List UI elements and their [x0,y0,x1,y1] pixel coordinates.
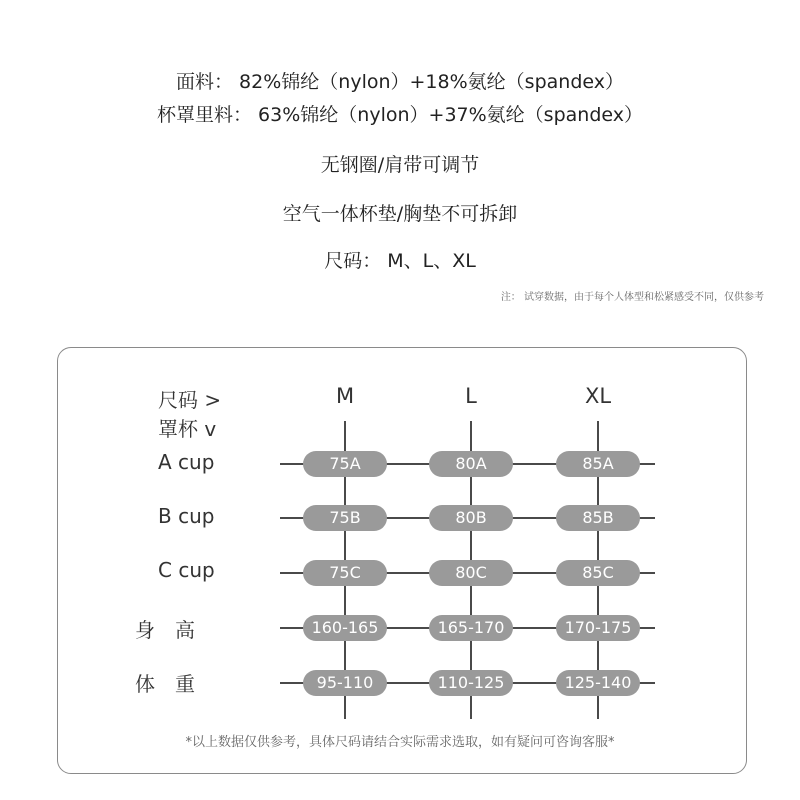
spec-fabric: 面料： 82%锦纶（nylon）+18%氨纶（spandex） [176,71,624,93]
row-label-c-cup: C cup [158,558,215,582]
corner-cup-header: 罩杯 v [158,417,217,441]
size-pill-a-l: 80A [429,451,513,477]
row-label-b-cup: B cup [158,504,215,528]
size-pill-a-xl: 85A [556,451,640,477]
size-pill-a-m: 75A [303,451,387,477]
weight-pill-l: 110-125 [429,670,513,696]
size-pill-c-l: 80C [429,560,513,586]
size-pill-c-xl: 85C [556,560,640,586]
size-pill-c-m: 75C [303,560,387,586]
size-pill-b-m: 75B [303,505,387,531]
spec-sizes: 尺码： M、L、XL [324,250,476,272]
size-pill-b-l: 80B [429,505,513,531]
spec-wire: 无钢圈/肩带可调节 [320,154,480,176]
weight-pill-m: 95-110 [303,670,387,696]
row-label-height: 身 高 [135,618,195,642]
size-pill-b-xl: 85B [556,505,640,531]
weight-pill-xl: 125-140 [556,670,640,696]
row-label-a-cup: A cup [158,450,215,474]
height-pill-m: 160-165 [303,615,387,641]
row-label-weight: 体 重 [135,672,195,696]
spec-lining: 杯罩里料： 63%锦纶（nylon）+37%氨纶（spandex） [157,104,643,126]
chart-disclaimer: *以上数据仅供参考，具体尺码请结合实际需求选取，如有疑问可咨询客服* [185,735,615,750]
column-header-l: L [465,384,477,408]
height-pill-l: 165-170 [429,615,513,641]
fit-note: 注： 试穿数据，由于每个人体型和松紧感受不同，仅供参考 [500,292,764,303]
spec-pad: 空气一体杯垫/胸垫不可拆卸 [282,203,518,225]
corner-size-header: 尺码 > [158,388,222,412]
column-header-m: M [335,384,355,408]
column-header-xl: XL [584,384,612,408]
height-pill-xl: 170-175 [556,615,640,641]
